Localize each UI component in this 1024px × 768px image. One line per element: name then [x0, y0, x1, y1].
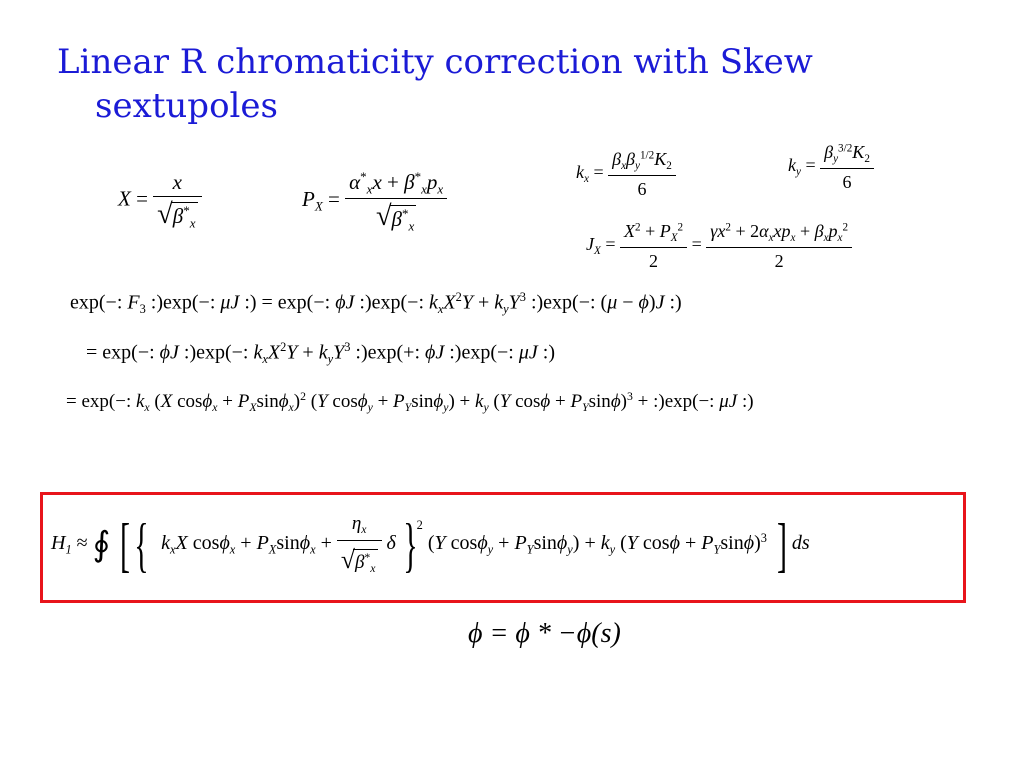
eq-line-2: = exp(−: ϕJ :)exp(−: $k_xX^2Y + k_yY^3$ :)exp(+: ϕJ :)exp(−: μJ :) [86, 340, 555, 366]
eq-phi-definition: ϕ = ϕ * −ϕ(s) [468, 618, 621, 649]
eq-JX-definition: $J_X$ = $\frac{X^2 + P_X^2}{2}$ = $\frac{\gamma x^2 + 2\alpha_xxp_x + \beta_xp_x^2}{2}$ [586, 222, 852, 270]
eq-ky-definition: $k_y$ = $\frac{\beta_y^{3/2}K_2}{6}$ [788, 143, 874, 191]
hamiltonian-box [40, 492, 966, 603]
eq-PX-definition: $P_X$ = $\frac{\alpha^*_xx + \beta^*_xp_x}{√\beta^*_x}$ [302, 170, 447, 232]
eq-line-3: = exp(−: $k_x$ (X $\cos\phi_x + P_X\sin\phi_x)^2$ (Y $\cos\phi_y + P_Y\sin\phi_y) + k_y$ (Y $\cos\phi + P_Y\sin\phi)^3$ + :)exp(−: μJ :) [66, 390, 754, 415]
eq-line-1: exp(−: $F_3$ :)exp(−: μJ :) = exp(−: ϕJ :)exp(−: $k_xX^2Y + k_yY^3$ :)exp(−: (μ − ϕ)J :) [70, 290, 682, 316]
slide-title [57, 40, 957, 128]
eq-kx-definition: $k_x$ = $\frac{\beta_x\beta_y^{1/2}K_2}{6}$ [576, 150, 676, 198]
eq-hamiltonian: $H_1$ ≈ ∮ [{ $k_xX$ $\cos\phi_x + P_X\sin\phi_x$ + $\frac{\eta_x}{√\beta^*_x}$ δ }$^2$ (Y $\cos\phi_y + P_Y\sin\phi_y) + k_y$ (Y $\cos\phi + P_Y\sin\phi)^3$ ] ds [51, 511, 810, 578]
eq-X-definition: X = $\frac{x}{√\beta^*_x}$ [118, 172, 202, 230]
title-line-2: sextupoles [95, 86, 278, 126]
title-line-1: Linear R chromaticity correction with Skew [57, 42, 813, 82]
